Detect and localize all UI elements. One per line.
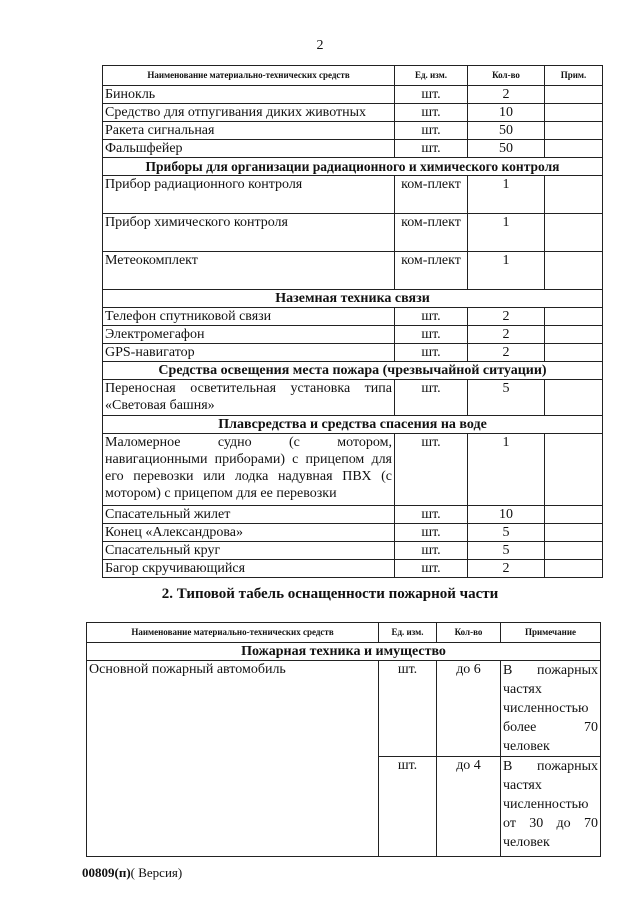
- header-name: Наименование материально-технических средств: [87, 623, 379, 643]
- section-row: [103, 416, 603, 434]
- table-row: [103, 252, 603, 290]
- item-unit: шт.: [395, 542, 468, 560]
- item-unit: шт.: [395, 122, 468, 140]
- item-note: [545, 344, 603, 362]
- item-unit: шт.: [395, 308, 468, 326]
- item-qty: 5: [468, 380, 545, 416]
- section-fire-title: Пожарная техника и имущество: [87, 643, 601, 661]
- header-unit: Ед. изм.: [395, 66, 468, 86]
- item-name: Прибор радиационного контроля: [103, 176, 395, 214]
- item-name: Маломерное судно (с мотором, навигационными приборами) с прицепом для его перевозки или лодка надувная ПВХ (с мотором) с прицепом для ее перевозки: [103, 434, 395, 506]
- table-row: [103, 524, 603, 542]
- page-number: 2: [316, 38, 324, 53]
- item-qty: до 4: [437, 757, 501, 857]
- item-note: [545, 542, 603, 560]
- item-note: [545, 308, 603, 326]
- table-row: [103, 214, 603, 252]
- table-row: [103, 560, 603, 578]
- section-water-title: Плавсредства и средства спасения на воде: [103, 416, 603, 434]
- section-row: [103, 362, 603, 380]
- table-row: [103, 308, 603, 326]
- section-row: [87, 643, 601, 661]
- item-note: [545, 104, 603, 122]
- table1-header: [103, 66, 603, 86]
- table-row: [87, 661, 601, 757]
- item-qty: 2: [468, 326, 545, 344]
- item-qty: 10: [468, 104, 545, 122]
- item-name: Телефон спутниковой связи: [103, 308, 395, 326]
- item-unit: ком-плект: [395, 214, 468, 252]
- item-qty: 50: [468, 122, 545, 140]
- item-qty: 1: [468, 252, 545, 290]
- table-row: [103, 344, 603, 362]
- item-qty: 1: [468, 214, 545, 252]
- item-unit: шт.: [395, 104, 468, 122]
- table2-header: [87, 623, 601, 643]
- item-name: Спасательный круг: [103, 542, 395, 560]
- item-name: Электромегафон: [103, 326, 395, 344]
- item-unit: шт.: [395, 380, 468, 416]
- section-comm-title: Наземная техника связи: [103, 290, 603, 308]
- header-qty: Кол-во: [437, 623, 501, 643]
- item-name: Переносная осветительная установка типа «Световая башня»: [103, 380, 395, 416]
- item-qty: 2: [468, 308, 545, 326]
- table-row: [103, 104, 603, 122]
- item-qty: 10: [468, 506, 545, 524]
- item-name: Средство для отпугивания диких животных: [103, 104, 395, 122]
- item-unit: шт.: [395, 524, 468, 542]
- item-unit: шт.: [395, 560, 468, 578]
- table-row: [103, 140, 603, 158]
- item-name: Спасательный жилет: [103, 506, 395, 524]
- table-row: [103, 86, 603, 104]
- section-row: [103, 158, 603, 176]
- table-row: [103, 176, 603, 214]
- item-qty: 50: [468, 140, 545, 158]
- table-row: [103, 326, 603, 344]
- item-qty: 2: [468, 86, 545, 104]
- item-note: [545, 380, 603, 416]
- item-name: Ракета сигнальная: [103, 122, 395, 140]
- equipment-table-1: [102, 65, 603, 578]
- item-qty: 5: [468, 542, 545, 560]
- item-unit: шт.: [395, 434, 468, 506]
- item-note: [545, 214, 603, 252]
- item-note: [545, 434, 603, 506]
- item-note: В пожарных частях численностью от 30 до 70 человек: [501, 757, 601, 857]
- section-row: [103, 290, 603, 308]
- table-row: [103, 122, 603, 140]
- header-note: Прим.: [545, 66, 603, 86]
- header-note: Примечание: [501, 623, 601, 643]
- item-unit: шт.: [395, 86, 468, 104]
- table-row: [103, 380, 603, 416]
- section-light-title: Средства освещения места пожара (чрезвычайной ситуации): [103, 362, 603, 380]
- table-row: [103, 542, 603, 560]
- header-name: Наименование материально-технических средств: [103, 66, 395, 86]
- item-qty: 1: [468, 434, 545, 506]
- item-unit: шт.: [395, 140, 468, 158]
- item-note: [545, 140, 603, 158]
- version-label: ( Версия): [130, 865, 183, 880]
- table-row: [103, 506, 603, 524]
- item-qty: 2: [468, 344, 545, 362]
- item-note: [545, 560, 603, 578]
- header-qty: Кол-во: [468, 66, 545, 86]
- item-qty: 5: [468, 524, 545, 542]
- item-note: [545, 122, 603, 140]
- item-name: Основной пожарный автомобиль: [87, 661, 379, 857]
- item-unit: шт.: [395, 326, 468, 344]
- item-note: [545, 506, 603, 524]
- item-note: [545, 326, 603, 344]
- item-name: GPS-навигатор: [103, 344, 395, 362]
- item-qty: до 6: [437, 661, 501, 757]
- section-2-heading: 2. Типовой табель оснащенности пожарной части: [161, 586, 499, 602]
- item-qty: 1: [468, 176, 545, 214]
- item-qty: 2: [468, 560, 545, 578]
- item-name: Фальшфейер: [103, 140, 395, 158]
- header-unit: Ед. изм.: [379, 623, 437, 643]
- footer: [82, 865, 182, 881]
- item-name: Конец «Александрова»: [103, 524, 395, 542]
- item-unit: ком-плект: [395, 252, 468, 290]
- item-note: В пожарных частях численностью более 70 человек: [501, 661, 601, 757]
- table-row: [103, 434, 603, 506]
- document-code: 00809(п): [82, 865, 131, 880]
- item-name: Метеокомплект: [103, 252, 395, 290]
- item-note: [545, 524, 603, 542]
- item-name: Бинокль: [103, 86, 395, 104]
- item-unit: шт.: [395, 506, 468, 524]
- item-unit: шт.: [379, 661, 437, 757]
- item-note: [545, 86, 603, 104]
- section-radiation-title: Приборы для организации радиационного и химического контроля: [103, 158, 603, 176]
- item-unit: шт.: [395, 344, 468, 362]
- item-unit: ком-плект: [395, 176, 468, 214]
- equipment-table-2: [86, 622, 601, 857]
- item-note: [545, 252, 603, 290]
- item-name: Прибор химического контроля: [103, 214, 395, 252]
- item-name: Багор скручивающийся: [103, 560, 395, 578]
- item-unit: шт.: [379, 757, 437, 857]
- item-note: [545, 176, 603, 214]
